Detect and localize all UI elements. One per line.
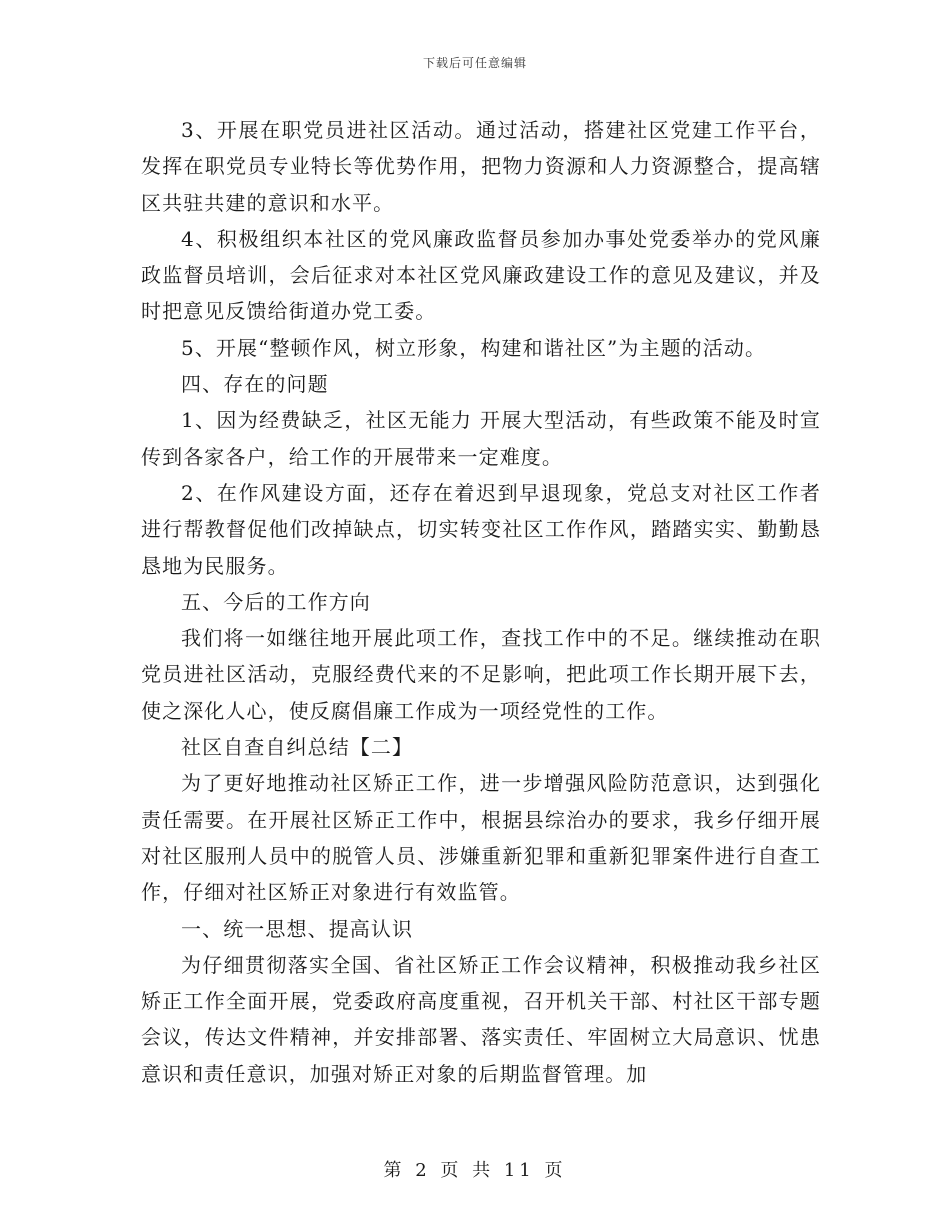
paragraph: 为仔细贯彻落实全国、省社区矫正工作会议精神，积极推动我乡社区矫正工作全面开展，党委政府高度重视，召开机关干部、村社区干部专题会议，传达文件精神，并安排部署、落实责任、牢固树立大局意识、忧患意识和责任意识，加强对矫正对象的后期监督管理。加	[141, 952, 821, 1086]
paragraph: 2、在作风建设方面，还存在着迟到早退现象，党总支对社区工作者进行帮教督促他们改掉缺点，切实转变社区工作作风，踏踏实实、勤勤恳恳地为民服务。	[141, 480, 821, 578]
page-header: 下载后可任意编辑	[422, 56, 527, 70]
paragraph: 5、开展“整顿作风，树立形象，构建和谐社区”为主题的活动。	[181, 335, 767, 360]
document-subtitle: 社区自查自纠总结【二】	[181, 735, 414, 760]
section-heading: 四、存在的问题	[181, 372, 329, 397]
document-body	[141, 112, 821, 1092]
paragraph: 我们将一如继往地开展此项工作，查找工作中的不足。继续推动在职党员进社区活动，克服经费代来的不足影响，把此项工作长期开展下去，使之深化人心，使反腐倡廉工作成为一项经党性的工作。	[141, 626, 821, 723]
paragraph: 4、积极组织本社区的党风廉政监督员参加办事处党委举办的党风廉政监督员培训，会后征求对本社区党风廉政建设工作的意见及建议，并及时把意见反馈给街道办党工委。	[141, 226, 821, 324]
paragraph: 1、因为经费缺乏，社区无能力 开展大型活动，有些政策不能及时宣传到各家各户，给工作的开展带来一定难度。	[141, 408, 821, 469]
section-heading: 一、统一思想、提高认识	[181, 916, 414, 941]
section-heading: 五、今后的工作方向	[181, 589, 371, 614]
paragraph: 为了更好地推动社区矫正工作，进一步增强风险防范意识，达到强化责任需要。在开展社区矫正工作中，根据县综治办的要求，我乡仔细开展对社区服刑人员中的脱管人员、涉嫌重新犯罪和重新犯罪案件进行自查工作，仔细对社区矫正对象进行有效监管。	[141, 771, 821, 905]
paragraph: 3、开展在职党员进社区活动。通过活动，搭建社区党建工作平台，发挥在职党员专业特长等优势作用，把物力资源和人力资源整合，提高辖区共驻共建的意识和水平。	[141, 118, 821, 215]
page-number-footer: 第 2 页 共 11 页	[383, 1160, 567, 1181]
